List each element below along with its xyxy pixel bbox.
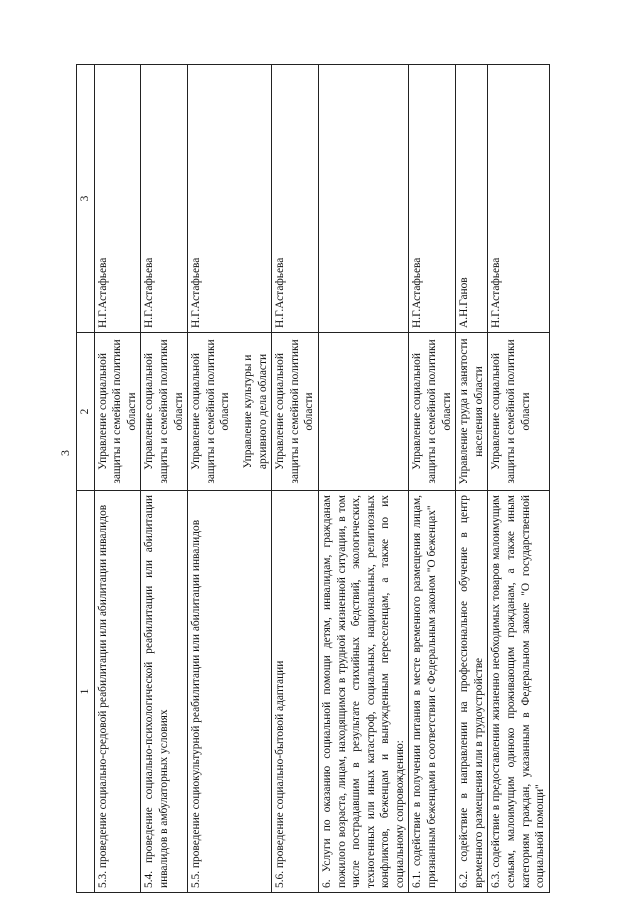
column-header: 2 [77,333,95,491]
responsible-person-cell: Н.Г.Астафьева [409,65,456,333]
department-name: Управление социальной защиты и семейной политики области [411,339,453,484]
responsible-person-cell: А.Н.Ганов [456,65,488,333]
department-cell [456,333,488,491]
table-row [94,65,141,893]
service-cell: 6.2. содействие в направлении на профессиональное обучение в центр временного размещения или в трудоустройстве [456,491,488,893]
department-cell [94,333,141,491]
service-cell: 5.5. проведение социокультурной реабилитации или абилитации инвалидов [188,491,272,893]
column-header: 1 [77,491,95,893]
responsible-person-cell: Н.Г.Астафьева [488,65,549,333]
service-cell: 6.1. содействие в получении питания в месте временного размещения лицам, признанным беженцами в соответствии с Федеральным законом "О беженцах" [409,491,456,893]
table-row [488,65,549,893]
table-row [188,65,272,893]
responsible-person-cell: Н.Г.Астафьева [188,65,272,333]
services-table [76,64,550,893]
service-cell: 6. Услуги по оказанию социальной помощи детям, инвалидам, гражданам пожилого возраста, лицам, находящимся в трудной жизненной ситуации, в том числе пострадавшим в результате стихийных бедствий, экологических, техногенных или иных катастроф, социальных, национальных, религиозных конфликтов, беженцам и вынужденным переселенцам, а также по их социальному сопровождению: [318,491,409,893]
service-cell: 6.3. содействие в предоставлении жизненно необходимых товаров малоимущим семьям, малоимущим одиноко проживающим гражданам, а также иным категориям граждан, указанным в Федеральном законе "О государственной социальной помощи" [488,491,549,893]
column-header: 3 [77,65,95,333]
responsible-person-cell [318,65,409,333]
page-number: 3 [58,450,72,456]
service-cell: 5.6. проведение социально-бытовой адаптации [272,491,319,893]
department-name: Управление социальной защиты и семейной политики области [274,339,316,484]
table-header-row [77,65,95,893]
table-row [272,65,319,893]
service-cell: 5.4. проведение социально-психологической реабилитации или абилитации инвалидов в амбулаторных условиях [141,491,188,893]
department-name: Управление социальной защиты и семейной политики области [96,339,138,484]
department-name: Управление культуры и архивного дела области [241,353,269,470]
department-cell [409,333,456,491]
service-cell: 5.3. проведение социально-средовой реабилитации или абилитации инвалидов [94,491,141,893]
table-row [456,65,488,893]
department-name: Управление социальной защиты и семейной политики области [190,339,232,484]
department-cell [141,333,188,491]
table-row [318,65,409,893]
responsible-person-cell: Н.Г.Астафьева [272,65,319,333]
department-name: Управление социальной защиты и семейной политики области [490,339,532,484]
department-cell [188,333,272,491]
department-cell [272,333,319,491]
department-cell [488,333,549,491]
responsible-person-cell: Н.Г.Астафьева [141,65,188,333]
department-cell [318,333,409,491]
department-name: Управление труда и занятости населения области [458,338,485,485]
department-name: Управление социальной защиты и семейной политики области [143,339,185,484]
table-row [141,65,188,893]
responsible-person-cell: Н.Г.Астафьева [94,65,141,333]
table-row [409,65,456,893]
